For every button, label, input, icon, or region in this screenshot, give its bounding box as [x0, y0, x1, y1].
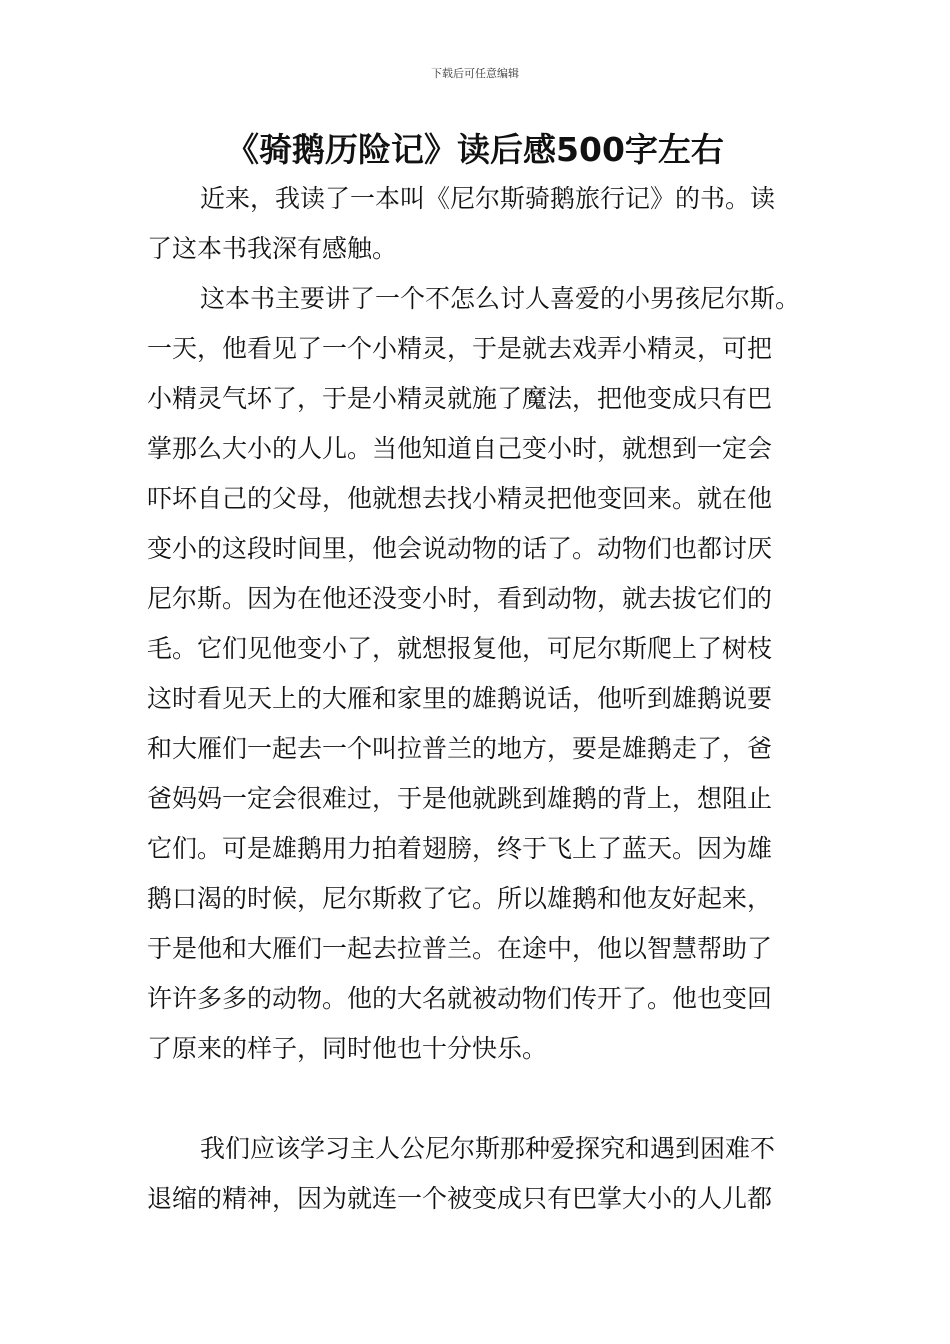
paragraph-2-line-10: 和大雁们一起去一个叫拉普兰的地方，要是雄鹅走了，爸: [147, 734, 773, 763]
paragraph-2-line-14: 于是他和大雁们一起去拉普兰。在途中，他以智慧帮助了: [147, 934, 773, 963]
paragraph-2-line-11: 爸妈妈一定会很难过，于是他就跳到雄鹅的背上，想阻止: [147, 784, 773, 813]
paragraph-2-line-5: 吓坏自己的父母，他就想去找小精灵把他变回来。就在他: [147, 484, 773, 513]
paragraph-2-line-16: 了原来的样子，同时他也十分快乐。: [147, 1034, 548, 1063]
paragraph-2-line-4: 掌那么大小的人儿。当他知道自己变小时，就想到一定会: [147, 434, 773, 463]
paragraph-2-line-8: 毛。它们见他变小了，就想报复他，可尼尔斯爬上了树枝: [147, 634, 773, 663]
paragraph-2-line-3: 小精灵气坏了，于是小精灵就施了魔法，把他变成只有巴: [147, 384, 773, 413]
paragraph-1-line-1: 近来，我读了一本叫《尼尔斯骑鹅旅行记》的书。读: [200, 184, 776, 213]
paragraph-3-line-1: 我们应该学习主人公尼尔斯那种爱探究和遇到困难不: [200, 1134, 776, 1163]
paragraph-2-line-15: 许许多多的动物。他的大名就被动物们传开了。他也变回: [147, 984, 773, 1013]
paragraph-2-line-9: 这时看见天上的大雁和家里的雄鹅说话，他听到雄鹅说要: [147, 684, 773, 713]
paragraph-1-line-2: 了这本书我深有感触。: [147, 234, 398, 263]
document-title: 《骑鹅历险记》读后感500字左右: [226, 130, 724, 169]
paragraph-2-line-7: 尼尔斯。因为在他还没变小时，看到动物，就去拔它们的: [147, 584, 773, 613]
paragraph-2-line-1: 这本书主要讲了一个不怎么讨人喜爱的小男孩尼尔斯。: [200, 284, 801, 313]
paragraph-2-line-13: 鹅口渴的时候，尼尔斯救了它。所以雄鹅和他友好起来，: [147, 884, 773, 913]
paragraph-3-line-2: 退缩的精神，因为就连一个被变成只有巴掌大小的人儿都: [147, 1184, 773, 1213]
page-header-note: 下载后可任意编辑: [431, 67, 519, 80]
paragraph-2-line-12: 它们。可是雄鹅用力拍着翅膀，终于飞上了蓝天。因为雄: [147, 834, 773, 863]
paragraph-2-line-2: 一天，他看见了一个小精灵，于是就去戏弄小精灵，可把: [147, 334, 773, 363]
paragraph-2-line-6: 变小的这段时间里，他会说动物的话了。动物们也都讨厌: [147, 534, 773, 563]
